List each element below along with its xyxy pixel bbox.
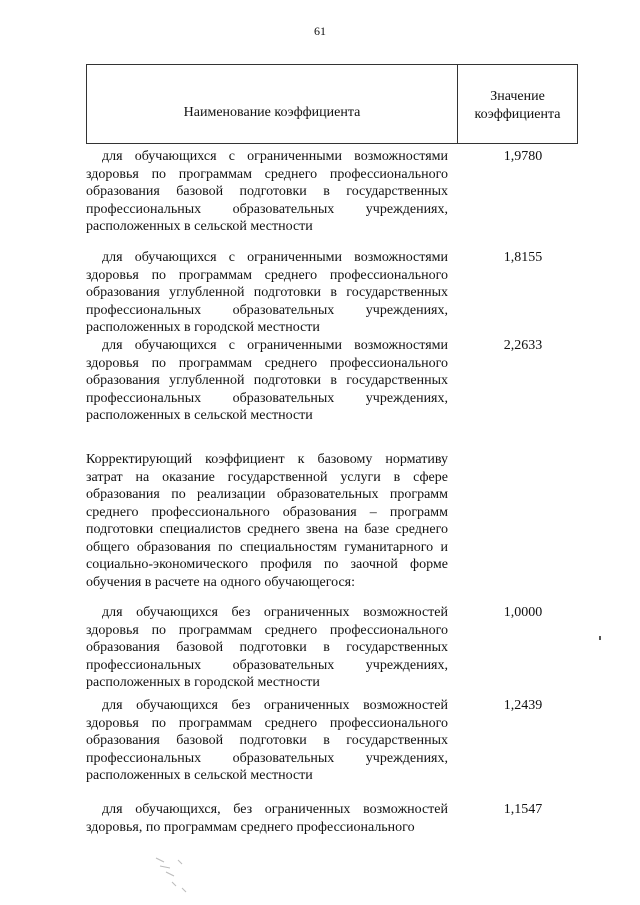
coefficient-description: для обучающихся без ограниченных возможностей здоровья по программам среднего профессионального образования базовой подготовки в государственных профессиональных образовательных учреждениях, расположенных в городской местности	[86, 605, 448, 690]
coefficient-row	[86, 337, 578, 425]
coefficient-value: 1,2439	[503, 698, 543, 713]
coefficient-description: для обучающихся, без ограниченных возможностей здоровья, по программам среднего профессионального	[86, 802, 448, 835]
page-number: 61	[314, 24, 326, 38]
column-header-value: Значение коэффициента	[474, 89, 561, 122]
coefficient-value: 2,2633	[503, 338, 543, 353]
column-header-name: Наименование коэффициента	[87, 65, 458, 143]
coefficient-value: 1,1547	[503, 802, 543, 817]
scan-artifact-icon	[152, 852, 202, 896]
coefficient-row	[86, 604, 578, 692]
coefficient-row	[86, 249, 578, 337]
coefficient-row	[86, 801, 578, 836]
section-heading: Корректирующий коэффициент к базовому нормативу затрат на оказание государственной услуги в сфере образования по реализации образовательных программ среднего профессионального образования – программ подготовки специалистов среднего звена на базе среднего общего образования по специальностям гуманитарного и социально-экономического профиля по заочной форме обучения в расчете на одного обучающегося:	[86, 452, 448, 590]
coefficient-row	[86, 148, 578, 236]
table-header	[86, 64, 578, 144]
scan-speck	[599, 636, 601, 640]
coefficient-description: для обучающихся с ограниченными возможностями здоровья по программам среднего профессионального образования базовой подготовки в государственных профессиональных образовательных учреждениях, расположенных в сельской местности	[86, 149, 448, 234]
coefficient-row	[86, 697, 578, 785]
coefficient-description: для обучающихся без ограниченных возможностей здоровья по программам среднего профессионального образования базовой подготовки в государственных профессиональных образовательных учреждениях, расположенных в сельской местности	[86, 698, 448, 783]
coefficient-value: 1,9780	[503, 149, 543, 164]
coefficient-value: 1,0000	[503, 605, 543, 620]
coefficient-value: 1,8155	[503, 250, 543, 265]
coefficient-description: для обучающихся с ограниченными возможностями здоровья по программам среднего профессионального образования углубленной подготовки в государственных профессиональных образовательных учреждениях, расположенных в сельской местности	[86, 338, 448, 423]
coefficient-description: для обучающихся с ограниченными возможностями здоровья по программам среднего профессионального образования углубленной подготовки в государственных профессиональных образовательных учреждениях, расположенных в городской местности	[86, 250, 448, 335]
